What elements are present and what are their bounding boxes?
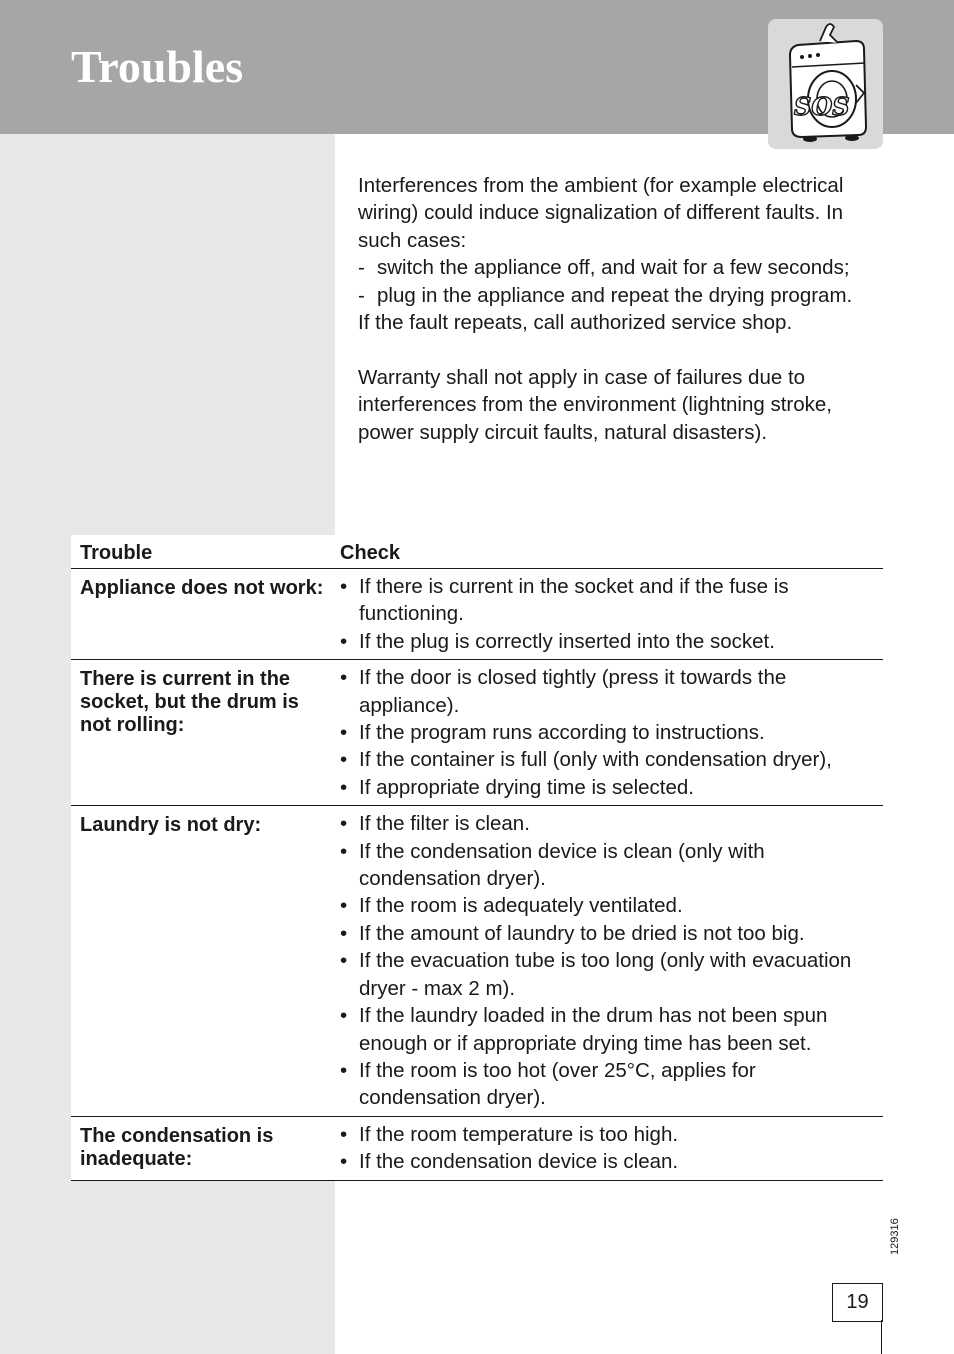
check-item: • If the condensation device is clean. <box>340 1148 879 1175</box>
check-item: • If the laundry loaded in the drum has not been spun enough or if appropriate drying time has been set. <box>340 1002 879 1057</box>
warranty-note: Warranty shall not apply in case of failures due to interferences from the environment (lightning stroke, power supply circuit faults, natural disasters). <box>358 365 833 444</box>
column-header-trouble: Trouble <box>71 535 336 569</box>
trouble-cell: The condensation is inadequate: <box>71 1116 336 1180</box>
table-header-row <box>71 535 883 569</box>
page-header <box>0 0 954 134</box>
check-cell <box>336 806 883 1116</box>
interference-note <box>358 172 888 446</box>
table-row <box>71 569 883 660</box>
check-item: • If the room is too hot (over 25°C, applies for condensation dryer). <box>340 1057 879 1112</box>
page-title: Troubles <box>71 41 244 92</box>
spacer <box>358 336 888 363</box>
intro-step: - switch the appliance off, and wait for a few seconds; <box>358 254 888 281</box>
check-cell <box>336 569 883 660</box>
table-row <box>71 1116 883 1180</box>
check-item: • If the filter is clean. <box>340 810 879 837</box>
check-list <box>340 1121 879 1176</box>
check-list <box>340 664 879 801</box>
check-item: • If the door is closed tightly (press it towards the appliance). <box>340 664 879 719</box>
sos-dryer-logo-icon <box>768 19 883 149</box>
document-code: 129316 <box>889 1218 901 1255</box>
check-cell <box>336 660 883 806</box>
page-number: 19 <box>832 1283 883 1322</box>
check-item: • If the plug is correctly inserted into the socket. <box>340 628 879 655</box>
table-row <box>71 806 883 1116</box>
intro-paragraph: If the fault repeats, call authorized service shop. <box>358 311 793 335</box>
check-item: • If there is current in the socket and if the fuse is functioning. <box>340 573 879 628</box>
check-item: • If the evacuation tube is too long (only with evacuation dryer - max 2 m). <box>340 947 879 1002</box>
intro-paragraph: Interferences from the ambient (for example electrical wiring) could induce signalization of different faults. In such cases: <box>358 174 844 252</box>
check-item: • If the condensation device is clean (only with condensation dryer). <box>340 838 879 893</box>
trouble-cell: There is current in the socket, but the drum is not rolling: <box>71 660 336 806</box>
check-item: • If appropriate drying time is selected. <box>340 774 879 801</box>
svg-text:SOS: SOS <box>794 92 850 121</box>
page-margin-line <box>881 1320 882 1354</box>
intro-step: - plug in the appliance and repeat the drying program. <box>358 282 888 309</box>
check-item: • If the room is adequately ventilated. <box>340 892 879 919</box>
trouble-cell: Appliance does not work: <box>71 569 336 660</box>
check-cell <box>336 1116 883 1180</box>
check-item: • If the room temperature is too high. <box>340 1121 879 1148</box>
column-header-check: Check <box>336 535 883 569</box>
troubleshooting-table <box>71 535 883 1181</box>
trouble-cell: Laundry is not dry: <box>71 806 336 1116</box>
check-item: • If the program runs according to instructions. <box>340 719 879 746</box>
check-list <box>340 810 879 1111</box>
check-item: • If the container is full (only with condensation dryer), <box>340 746 879 773</box>
table-row <box>71 660 883 806</box>
check-list <box>340 573 879 655</box>
check-item: • If the amount of laundry to be dried is not too big. <box>340 920 879 947</box>
